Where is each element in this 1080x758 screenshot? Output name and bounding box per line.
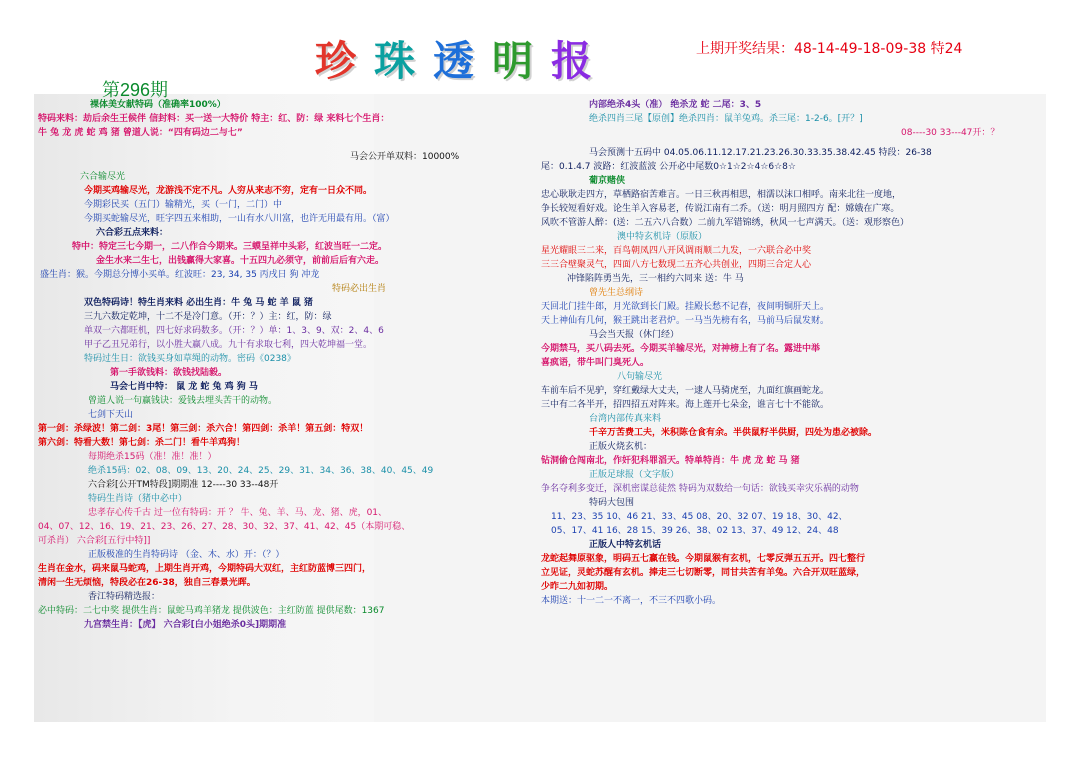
- text-line: 第一剑：杀绿波！第二剑：3尾！第三剑：杀六合！第四剑：杀羊！第五剑：特双！: [38, 424, 369, 434]
- spacer: [38, 140, 500, 150]
- masthead-char: 报: [551, 37, 592, 85]
- text-line: 星光耀眼三二来，百鸟朝凤四八开风调雨顺二九发，一六联合必中奖: [541, 246, 812, 256]
- text-line: 本期送：十一二一不离一，不三不四歌小码。: [541, 596, 722, 606]
- text-line: 今期买鸡输尽光，龙游浅不定不凡。人穷从来志不穷，定有一日众不同。: [84, 186, 373, 196]
- text-line: 冲锋陷阵勇当先，三一相约六同来 送：牛 马: [567, 274, 744, 284]
- text-line: 忠心耿耿走四方，草栖路宿苦难言。一日三秋再相思，相濡以沫口相呼。南来北往一度地，: [541, 190, 902, 200]
- text-line: 千辛万苦费工夫，米积陈仓食有余。半供鼠籽半供厨，四处为患必被除。: [589, 428, 878, 438]
- text-line: 马会公开单双料：10000%: [350, 152, 460, 162]
- text-line: 正版火烧玄机：: [589, 442, 653, 452]
- text-line: 可杀肖） 六合彩[五行中特]]: [38, 536, 151, 546]
- text-line: 特码来料：劫后余生王候伴 信封料：买一送一大特价 特主：红、防：绿 来料七个生肖：: [38, 114, 390, 124]
- text-line: 今期禁马，买八码去死。今期买羊输尽光，对神榜上有了名。露进中举: [541, 344, 821, 354]
- text-line: 曾先生总纲诗: [589, 288, 644, 298]
- text-line: 台湾内部传真来料: [589, 414, 662, 424]
- text-line: 澳中特玄机诗（原版）: [617, 232, 708, 242]
- text-line: 今期买蛇输尽光，旺字四五来相助，一山有水八川富，也许无用最有用。（富）: [84, 214, 395, 224]
- text-line: 金生水来二生七，出钱赢得大家喜。十五四九必须守，前前后后有六走。: [96, 256, 385, 266]
- text-line: 04、07、12、16、19、21、23、26、27、28、30、32、37、41、42、45（本期可稳、: [38, 522, 411, 532]
- text-line: 清闲一生无烦恼，特段必在26-38，独自三春景光晖。: [38, 578, 256, 588]
- text-line: 双色特码诗！特生肖来料 必出生肖：牛 兔 马 蛇 羊 鼠 猪: [84, 298, 313, 308]
- text-line: 马会七肖中特： 鼠 龙 蛇 兔 鸡 狗 马: [110, 382, 258, 392]
- text-line: 争名夺利多变迁，深机密谋总徒然 特码为双数给一句话：欲钱买幸灾乐祸的动物: [541, 484, 859, 494]
- text-line: 钻洞偷仓闯南北，作奸犯科罪滔天。特单特肖：牛 虎 龙 蛇 马 猪: [541, 456, 800, 466]
- text-line: 今期彩民买（五门）输精光，买（一门，二门）中: [84, 200, 283, 210]
- text-line: 每期绝杀15码（准！准！准！）: [88, 452, 217, 462]
- text-line: 特码大包围: [589, 498, 635, 508]
- last-draw-result: 上期开奖结果：48-14-49-18-09-38 特24: [696, 41, 963, 57]
- text-line: 葡京赌侠: [589, 176, 626, 186]
- text-line: 车前车后不见驴，穿红戴绿大丈夫，一逮人马骑虎至，九面红旗画蛇龙。: [541, 386, 830, 396]
- text-line: 龙蛇起舞原驱象，明码五七赢在钱。今期鼠猴有玄机，七零反弹五五开。四七整行: [541, 554, 866, 564]
- text-line: 少昨二九如初期。: [541, 582, 614, 592]
- text-line: 绝杀15码：02、08、09、13、20、24、25、29、31、34、36、38、40、45、49: [88, 466, 434, 476]
- text-line: 天上神仙有几何，猴王跳出老君炉。一马当先榜有名，马前马后鼠发财。: [541, 316, 830, 326]
- left-column: [38, 98, 500, 632]
- text-line: 三三合壁聚灵气，四面八方七数现二五齐心共创业，四期三合定人心: [541, 260, 812, 270]
- text-line: 三中有二各半开，招四招五对阵来。海上莲开七朵金，谁言七十不能欲。: [541, 400, 830, 410]
- text-line: 马会当天报（休门经）: [589, 330, 680, 340]
- text-line: 忠孝存心传千古 过一位有特码：开 ？ 牛、兔、羊、马、龙、猪、虎，01、: [88, 508, 388, 518]
- text-line: 08----30 33---47开：？: [901, 128, 1000, 138]
- text-line: 六合彩五点来料：: [96, 228, 169, 238]
- text-line: 香江特码精选报：: [88, 592, 161, 602]
- text-line: 九宫禁生肖：【虎】 六合彩[白小姐绝杀0头]期期准: [84, 620, 287, 630]
- text-line: 绝杀四肖三尾【原创】绝杀四肖：鼠羊兔鸡。杀三尾：1-2-6。[开？]: [589, 114, 863, 124]
- text-line: 六合输尽光: [80, 172, 126, 182]
- text-line: 11、23、35 10、46 21、33、45 08、20、32 07、19 18、30、42、: [551, 512, 848, 522]
- text-line: 七剑下天山: [88, 410, 134, 420]
- text-line: 八句输尽光: [617, 372, 663, 382]
- text-line: 风吹不管游人醉：(送：二五六八合数）二前九军错锦绣，秋风一七声满天。（送：观形察色）: [541, 218, 910, 228]
- text-line: 单双一六都旺机，四七好求码数多。（开：？）单：1、3、9、双：2、4、6: [84, 326, 384, 336]
- text-line: 特中：特定三七今期一，二八作合今期来。三蟆呈祥中头彩，红波当旺一二定。: [72, 242, 388, 252]
- text-line: 必中特码：二七中奖 提供生肖：鼠蛇马鸡羊猪龙 提供波色：主红防蓝 提供尾数：1367: [38, 606, 385, 616]
- text-line: 裸体美女献特码（准确率100%）: [90, 100, 226, 110]
- text-line: 05、17、41 16、28 15、39 26、38、02 13、37、49 12、24、48: [551, 526, 839, 536]
- masthead-char: 明: [492, 37, 533, 85]
- text-line: 特码必出生肖: [332, 284, 387, 294]
- text-line: 三九六数定乾坤，十二不是冷门意。（开：？）主：红，防：绿: [84, 312, 332, 322]
- text-line: 盛生肖：猴。今期总分博小买单。红波旺：23, 34, 35 丙戌日 狗 冲龙: [40, 270, 320, 280]
- masthead-char: 珠: [374, 37, 415, 85]
- masthead-char: 珍: [315, 37, 356, 85]
- text-line: 六合彩[公开TM特段]期期准 12----30 33--48开: [88, 480, 279, 490]
- issue-number: 第296期: [102, 80, 169, 100]
- text-line: 正版足球报（文字版）: [589, 470, 680, 480]
- right-column: [541, 98, 1041, 608]
- text-line: 立见证，灵蛇苏醒有玄机。捧走三七切断零，同甘共苦有羊兔。六合开双旺蓝绿，: [541, 568, 866, 578]
- text-line: 第六剑：特看大数！第七剑：杀二门！看牛羊鸡狗！: [38, 438, 246, 448]
- text-line: 牛 兔 龙 虎 蛇 鸡 猪 曾道人说：“四有码边二与七”: [38, 128, 243, 138]
- text-line: 生肖在金水，码来鼠马蛇鸡，上期生肖开鸡，今期特码大双红，主红防蓝博三四门，: [38, 564, 372, 574]
- text-line: 马会预测十五码中 04.05.06.11.12.17.21.23.26.30.33.35.38.42.45 特段：26-38: [589, 148, 932, 158]
- text-line: 特码生肖诗（猪中必中）: [88, 494, 188, 504]
- text-line: 曾道人说一句赢钱诀：爱钱去埋头苦干的动物。: [88, 396, 278, 406]
- text-line: 争长较短看好戏。论生羊入容易老，传说江南有二乔。（送：明月照四方 配：嫦娥在广寒。: [541, 204, 900, 214]
- text-line: 甲子乙丑兄弟行，以小胜大赢八成。九十有求取七利，四大乾坤福一堂。: [84, 340, 373, 350]
- masthead-title: [315, 36, 610, 86]
- text-line: 特码过生日：欲钱买身如草绳的动物。密码《0238》: [84, 354, 296, 364]
- text-line: 尾：0.1.4.7 波路：红波蓝波 公开必中尾数0☆1☆2☆4☆6☆8☆: [541, 162, 796, 172]
- text-line: 内部绝杀4头（准） 绝杀龙 蛇 二尾：3、5: [589, 100, 762, 110]
- text-line: 正版人中特玄机话: [589, 540, 662, 550]
- text-line: 第一手欲钱料：欲钱找陆毅。: [110, 368, 228, 378]
- masthead-char: 透: [433, 37, 474, 85]
- text-line: 天回北门挂牛郎，月光欲到长门殿。挂殿长愁不记春，夜间明铜肝天上。: [541, 302, 830, 312]
- text-line: 喜疯语，带牛叫门臭死人。: [541, 358, 650, 368]
- text-line: 正版极准的生肖特码诗 （金、木、水）开：（？）: [88, 550, 285, 560]
